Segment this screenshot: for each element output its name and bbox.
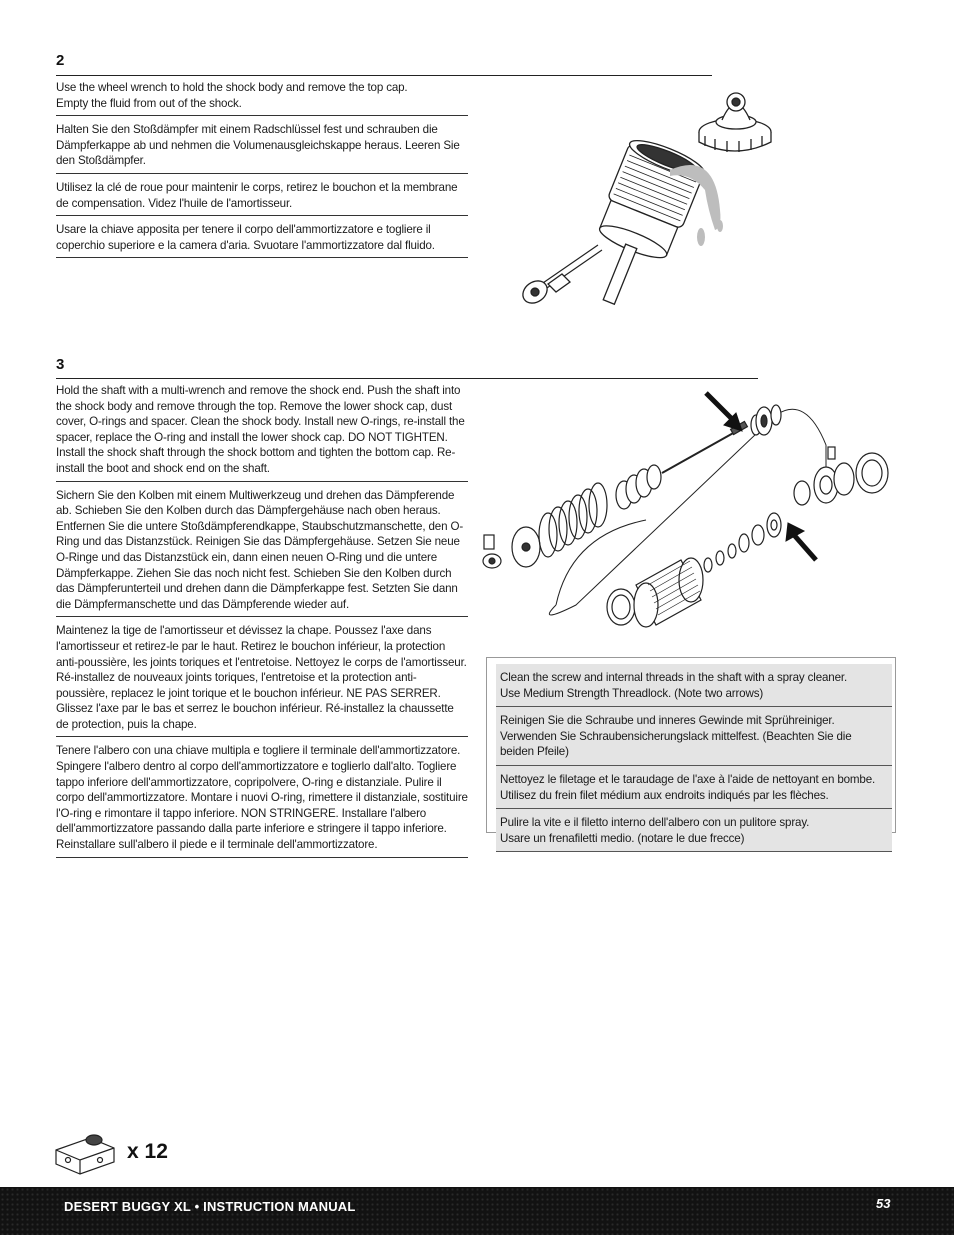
- shock-cap-icon: [607, 589, 635, 625]
- step-2-shock-illustration: [510, 80, 780, 320]
- threadlock-note-content: [496, 664, 892, 852]
- lower-cap-icon: [794, 447, 888, 505]
- note-text-en: Clean the screw and internal threads in the shaft with a spray cleaner. Use Medium Strength Threadlock. (Note two arrows): [496, 664, 892, 707]
- shock-end-icon: [483, 535, 501, 568]
- step-2-text-fr: Utilisez la clé de roue pour maintenir le corps, retirez le bouchon et la membrane de compensation. Videz l'huile de l'amortisseur.: [56, 174, 468, 216]
- top-cap-icon: [699, 93, 771, 152]
- step-2-text-de: Halten Sie den Stoßdämpfer mit einem Radschlüssel fest und schrauben die Dämpferkappe ab und nehmen die Volumenausgleichskappe heraus. Leeren Sie den Stoßdämpfer.: [56, 116, 468, 174]
- quantity-label: x 12: [127, 1140, 168, 1163]
- step-3-text-it: Tenere l'albero con una chiave multipla e togliere il terminale dell'ammortizzatore. Spingere l'albero dentro al corpo dell'ammortizzatore e toglierlo dall'alto. Togliere tappo inferiore dell'ammortizzatore, copripolvere, O-ring e distanziale. Pulire il corpo dell'ammortizzatore. Montare i nuovi O-ring, rimettere il distanziale, sostituire l'O-ring e rimontare il tappo inferiore. NON STRINGERE. Installare l'albero dell'ammortizzatore passando dalla parte inferiore e stringere il tappo inferiore. Reinstallare sull'albero il piede e il terminale dell'ammortizzatore.: [56, 737, 468, 857]
- step-3-rule: [56, 378, 758, 379]
- o-ring-icon: [704, 513, 781, 572]
- note-text-it: Pulire la vite e il filetto interno dell'albero con un pulitore spray. Usare un frenafiletti medio. (notare le due frecce): [496, 809, 892, 852]
- boot-icon: [512, 527, 540, 567]
- step-3-number: 3: [56, 356, 65, 373]
- piston-icon: [751, 405, 781, 435]
- arrow-down-icon: [706, 393, 742, 431]
- page-number: 53: [876, 1196, 891, 1211]
- shock-tower-part-icon: [50, 1128, 120, 1176]
- step-3-exploded-shock-illustration: [476, 385, 896, 630]
- bellows-icon: [616, 465, 661, 509]
- footer-manual-title: DESERT BUGGY XL • INSTRUCTION MANUAL: [64, 1199, 356, 1214]
- step-3-text-en: Hold the shaft with a multi-wrench and remove the shock end. Push the shaft into the shock body and remove through the top. Remove the lower shock cap, dust cover, O-rings and spacer. Clean the shock body. Install new O-rings, re-install the spacer, replace the O-ring and install the lower shock cap. DO NOT TIGHTEN. Install the shock shaft through the shock bottom and tighten the bottom cap. Re-install the boot and shock end on the shaft.: [56, 381, 468, 482]
- arrow-up-icon: [786, 523, 816, 560]
- step-2-text-it: Usare la chiave apposita per tenere il corpo dell'ammortizzatore e togliere il coperchio superiore e la camera d'aria. Svuotare l'ammortizzatore dal fluido.: [56, 216, 468, 258]
- step-3-text-fr: Maintenez la tige de l'amortisseur et dévissez la chape. Poussez l'axe dans l'amortisseur et retirez-le par le haut. Retirez le bouchon inférieur, la protection anti-poussière, les joints toriques et l'entretoise. Nettoyez le corps de l'amortisseur. Ré-installez de nouveaux joints toriques, l'entretoise et la protection anti-poussière, replacez le joint torique et le bouchon inférieur. NE PAS SERRER. Glissez l'axe par le bas et serrez le bouchon inférieur. Ré-installez la chaussette de protection, puis la chape.: [56, 617, 468, 737]
- shock-body-icon: [572, 134, 708, 317]
- spring-icon: [539, 483, 607, 557]
- note-text-de: Reinigen Sie die Schraube und inneres Gewinde mit Sprühreiniger. Verwenden Sie Schraubensicherungslack mittelfest. (Beachten Sie die beiden Pfeile): [496, 707, 892, 766]
- note-text-fr: Nettoyez le filetage et le taraudage de l'axe à l'aide de nettoyant en bombe. Utilisez du frein filet médium aux endroits indiqués par les flèches.: [496, 766, 892, 809]
- step-3-text-de: Sichern Sie den Kolben mit einem Multiwerkzeug und drehen das Dämpferende ab. Schieben Sie den Kolben durch das Dämpfergehäuse nach oben heraus. Entfernen Sie die untere Stoßdämpferendkappe, Staubschutzmanschette, den O-Ring und das Distanzstück. Reinigen Sie das Dämpfergehäuse. Setzen Sie neue O-Ringe und das Distanzstück ein, dann einen neuen O-Ring und die untere Dämpferkappe. Ziehen Sie das noch nicht fest. Schieben Sie den Kolben durch das Dämpferunterteil und drehen dann die Dämpferkappe fest. Setzten Sie dann die Dämpfermanschette und das Dämpferende wieder auf.: [56, 482, 468, 618]
- step-2-text-en: Use the wheel wrench to hold the shock body and remove the top cap. Empty the fluid from out of the shock.: [56, 78, 468, 116]
- step-2-number: 2: [56, 52, 65, 69]
- step-2-rule: [56, 75, 712, 76]
- threadlock-note-box: [486, 657, 896, 845]
- step-3-instructions: [56, 381, 468, 858]
- shock-body-icon: [634, 558, 703, 627]
- step-2-instructions: [56, 78, 468, 258]
